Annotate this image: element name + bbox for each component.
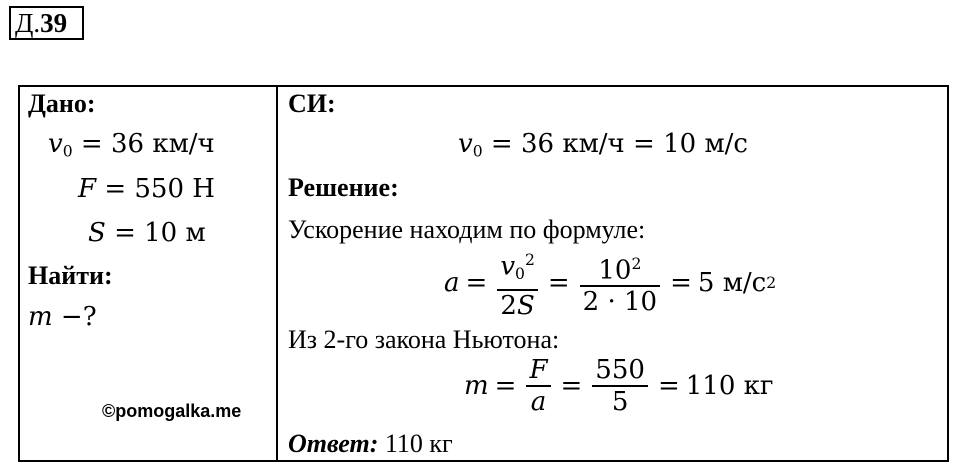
- task-prefix: Д.: [15, 8, 41, 38]
- column-divider: [276, 87, 278, 460]
- task-number: 39: [40, 8, 68, 38]
- accel-den2: 2 · 10: [582, 287, 658, 318]
- si-equals-2: =: [633, 129, 655, 159]
- accel-den-var: S: [516, 291, 535, 322]
- accel-result: 5: [697, 268, 715, 299]
- accel-num-sub: 0: [515, 265, 525, 284]
- solution-header: Решение:: [288, 173, 399, 202]
- mass-result: 110: [685, 371, 736, 401]
- find-symbol: m: [28, 302, 53, 332]
- v0-unit: км/ч: [152, 129, 215, 159]
- mass-equals-1: =: [494, 371, 517, 401]
- accel-num2: 10: [598, 255, 632, 286]
- v0-symbol: v: [48, 129, 63, 159]
- accel-num-sup: 2: [524, 251, 535, 269]
- v0-subscript: 0: [62, 142, 73, 161]
- mass-formula: [464, 355, 774, 417]
- accel-den-coef: 2: [500, 291, 517, 322]
- v0-value: 36: [110, 129, 145, 159]
- given-header: Дано:: [28, 89, 96, 118]
- find-suffix: −?: [52, 302, 97, 332]
- find-header: Найти:: [28, 261, 113, 290]
- F-value: 550: [134, 174, 185, 204]
- accel-text: Ускорение находим по формуле:: [288, 215, 646, 244]
- si-v0-subscript: 0: [472, 142, 483, 161]
- mass-unit: кг: [743, 371, 774, 401]
- F-unit: Н: [192, 174, 215, 204]
- watermark: ©pomogalka.me: [102, 401, 242, 421]
- given-F-line: [78, 174, 215, 204]
- si-equals-1: =: [490, 129, 513, 159]
- answer-label: Ответ:: [288, 429, 379, 458]
- find-line: [28, 302, 97, 332]
- si-conversion-line: [458, 129, 748, 161]
- S-equals: =: [114, 218, 136, 248]
- mass-num2: 550: [592, 355, 648, 387]
- accel-equals-2: =: [547, 268, 570, 299]
- mass-equals-2: =: [560, 371, 583, 401]
- si-v0-symbol: v: [458, 129, 473, 159]
- accel-num2-sup: 2: [631, 254, 642, 273]
- S-value: 10: [144, 218, 178, 248]
- answer-value: 110 кг: [378, 429, 453, 458]
- accel-fraction-1: [497, 245, 538, 321]
- F-symbol: F: [78, 174, 97, 204]
- mass-den: a: [530, 387, 547, 417]
- accel-formula: [444, 245, 776, 321]
- answer-line: [288, 429, 453, 459]
- si-value: 10: [663, 129, 697, 159]
- si-v0-unit: км/ч: [562, 129, 625, 159]
- si-header: СИ:: [288, 89, 336, 118]
- mass-fraction-1: [526, 355, 550, 417]
- accel-fraction-2: [580, 249, 660, 317]
- mass-den2: 5: [611, 387, 629, 417]
- mass-symbol: m: [464, 371, 489, 401]
- mass-equals-3: =: [657, 371, 680, 401]
- si-unit: м/с: [704, 129, 748, 159]
- mass-num: F: [526, 355, 550, 387]
- accel-symbol: a: [444, 268, 460, 299]
- accel-equals-3: =: [670, 268, 692, 299]
- mass-fraction-2: [592, 355, 648, 417]
- accel-result-unit-sup: 2: [766, 274, 777, 293]
- accel-num-symbol: v: [500, 251, 516, 282]
- si-v0-value: 36: [520, 129, 555, 159]
- given-v0-line: [48, 129, 215, 161]
- accel-equals-1: =: [465, 268, 488, 299]
- S-symbol: S: [88, 218, 106, 248]
- given-S-line: [88, 218, 206, 248]
- F-equals: =: [104, 174, 127, 204]
- S-unit: м: [185, 218, 206, 248]
- task-number-label: [9, 6, 84, 40]
- newton-text: Из 2-го закона Ньютона:: [288, 325, 560, 354]
- v0-equals: =: [80, 129, 103, 159]
- accel-result-unit: м/с: [722, 268, 767, 299]
- solution-table: [18, 85, 949, 462]
